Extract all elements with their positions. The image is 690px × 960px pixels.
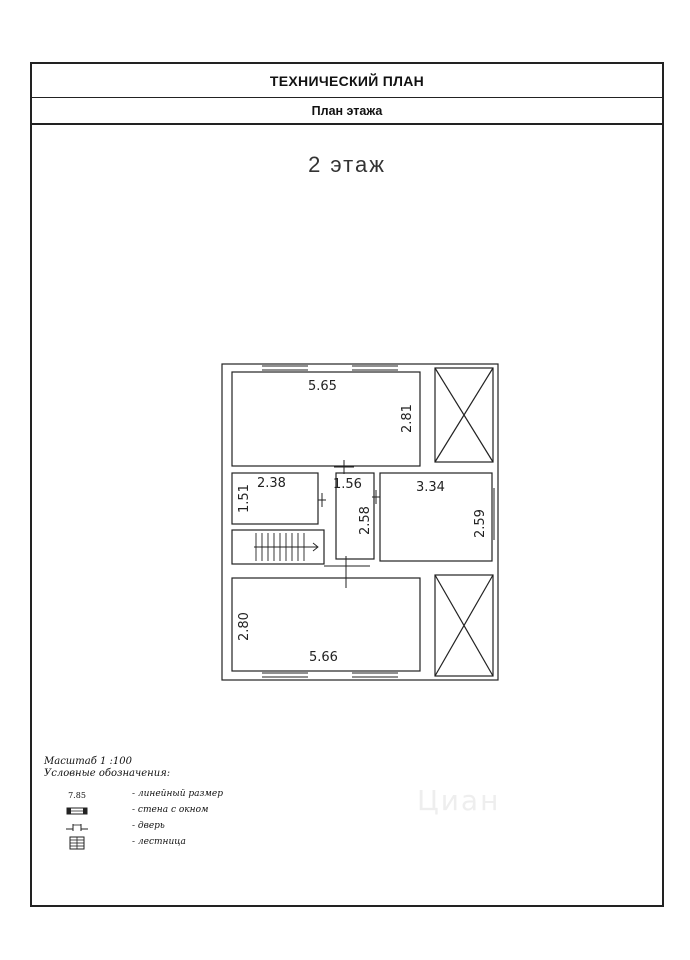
floor-label: 2 этаж — [308, 152, 386, 177]
dim-bottom-room-width: 5.66 — [309, 650, 338, 665]
dim-top-room-height: 2.81 — [400, 404, 415, 433]
dim-small-room-height: 1.51 — [237, 484, 252, 513]
legend-window-label: - стена с окном — [132, 805, 209, 815]
dim-corridor-height: 2.58 — [358, 506, 373, 535]
window-top-left — [262, 366, 308, 370]
dim-right-room-width: 3.34 — [416, 480, 445, 495]
legend-door-label: - дверь — [132, 821, 165, 831]
window-bottom-right — [352, 673, 398, 677]
legend-dimension-symbol: 7.85 — [68, 790, 86, 800]
stair-steps — [254, 533, 318, 561]
document-subtitle: План этажа — [32, 98, 662, 125]
watermark: Циан — [417, 784, 501, 817]
dim-bottom-room-height: 2.80 — [237, 612, 252, 641]
document-title: ТЕХНИЧЕСКИЙ ПЛАН — [32, 64, 662, 98]
legend-scale: Масштаб 1 :100 — [44, 756, 132, 767]
window-top-right — [352, 366, 398, 370]
dim-small-room-width: 2.38 — [257, 476, 286, 491]
dim-corridor-width: 1.56 — [333, 477, 362, 492]
dim-right-room-height: 2.59 — [473, 509, 488, 538]
dim-top-room-width: 5.65 — [308, 379, 337, 394]
legend-stairs-label: - лестница — [132, 837, 186, 847]
window-bottom-left — [262, 673, 308, 677]
legend-dimension-label: - линейный размер — [132, 789, 223, 799]
legend-heading: Условные обозначения: — [44, 768, 171, 779]
